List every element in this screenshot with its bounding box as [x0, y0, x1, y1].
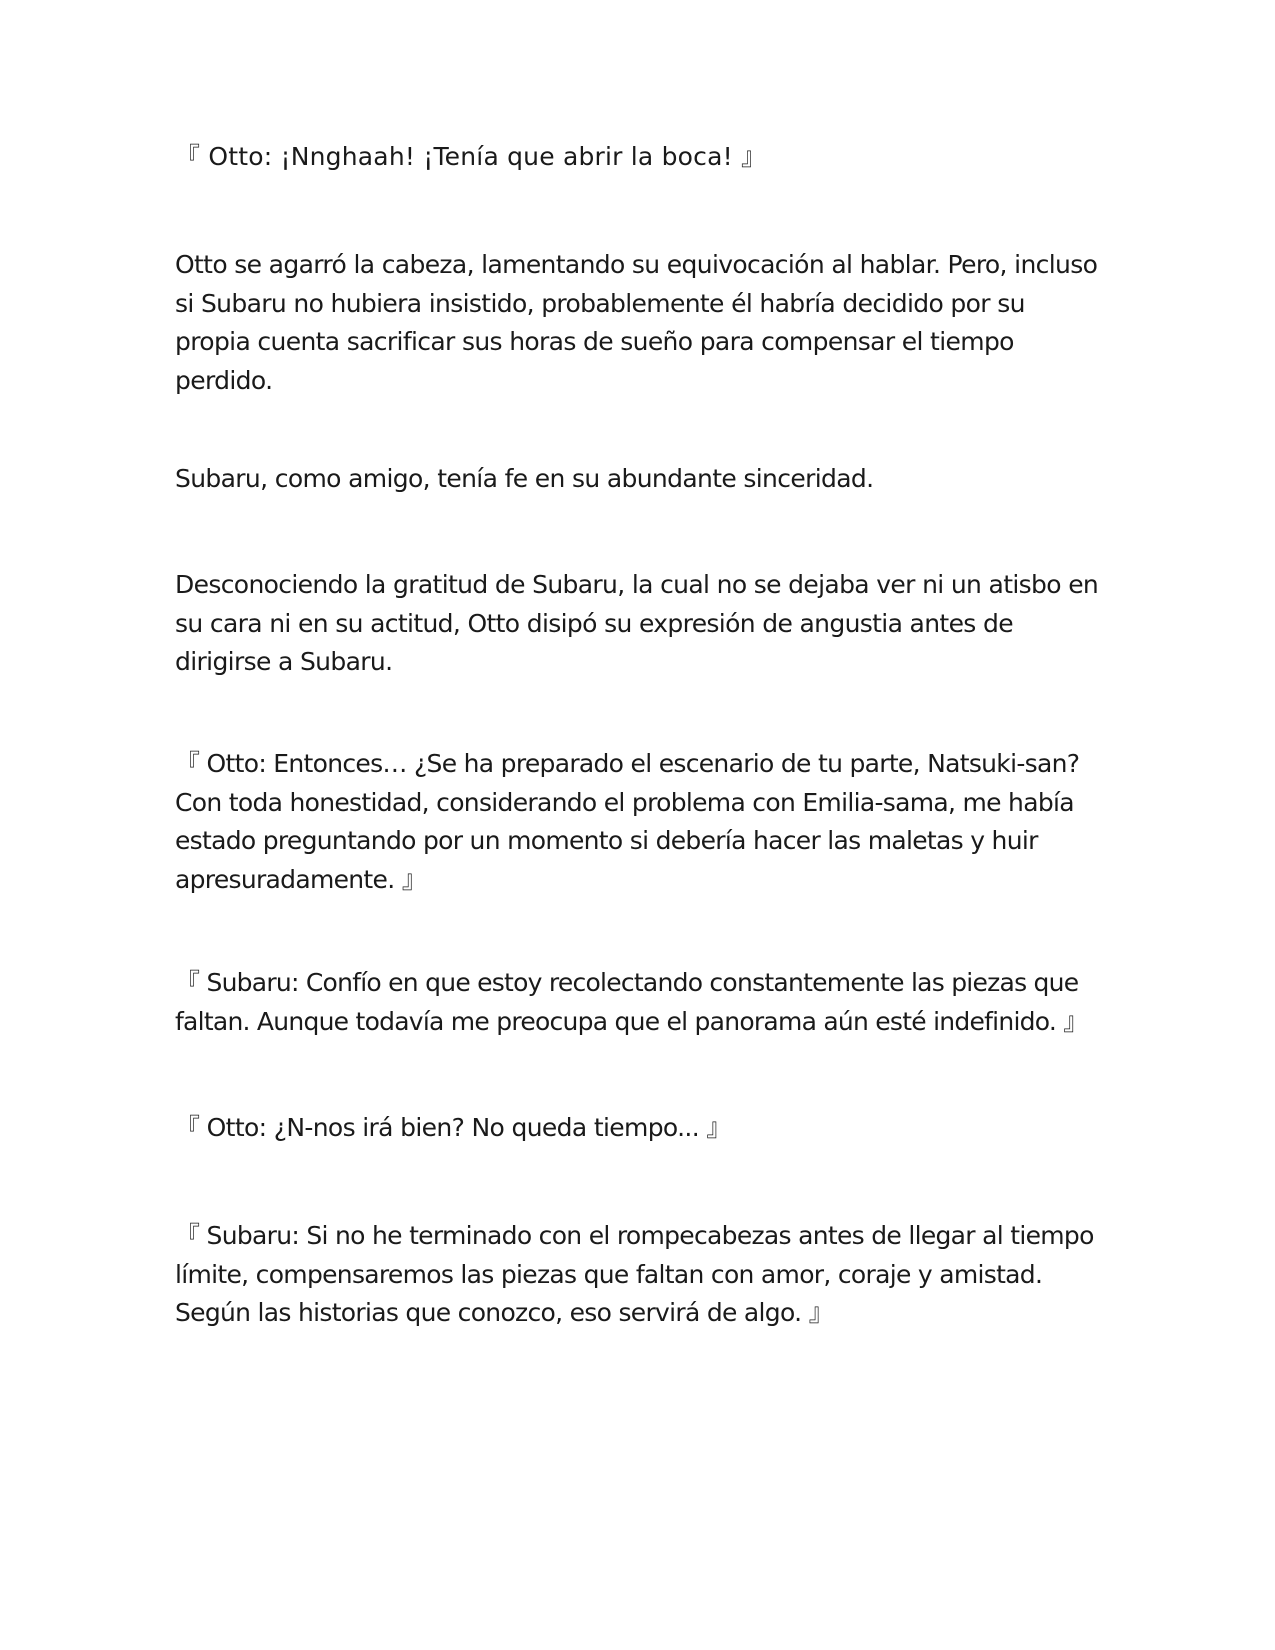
text-line: límite, compensaremos las piezas que faltan con amor, coraje y amistad. [175, 1259, 1043, 1289]
paragraph-dialogue-subaru-2 [175, 1217, 1095, 1333]
paragraph-dialogue-otto-3 [175, 1109, 1095, 1148]
text-line: dirigirse a Subaru. [175, 647, 393, 676]
text-line: 『 Otto: ¡Nnghaah! ¡Tenía que abrir la boca! 』 [175, 142, 767, 171]
text-line: apresuradamente. 』 [175, 864, 427, 894]
paragraph-narration-3 [175, 566, 1099, 682]
text-line: perdido. [175, 365, 273, 395]
text-line: propia cuenta sacrificar sus horas de sueño para compensar el tiempo [175, 327, 1014, 356]
text-line: 『 Otto: ¿N-nos irá bien? No queda tiempo... 』 [175, 1113, 731, 1142]
paragraph-dialogue-otto-1 [175, 138, 1095, 177]
text-line: Subaru, como amigo, tenía fe en su abundante sinceridad. [175, 464, 874, 493]
text-line: Desconociendo la gratitud de Subaru, la cual no se dejaba ver ni un atisbo en [175, 570, 1099, 599]
text-line: Con toda honestidad, considerando el problema con Emilia-sama, me había [175, 787, 1074, 817]
text-line: 『 Subaru: Confío en que estoy recolectando constantemente las piezas que [175, 968, 1079, 997]
paragraph-narration-1 [175, 246, 1098, 400]
paragraph-narration-2 [175, 460, 1095, 499]
text-line: estado preguntando por un momento si debería hacer las maletas y huir [175, 826, 1038, 855]
text-line: faltan. Aunque todavía me preocupa que el panorama aún esté indefinido. 』 [175, 1006, 1088, 1036]
text-line: 『 Subaru: Si no he terminado con el rompecabezas antes de llegar al tiempo [175, 1221, 1094, 1250]
paragraph-dialogue-subaru-1 [175, 964, 1095, 1041]
text-line: 『 Otto: Entonces… ¿Se ha preparado el escenario de tu parte, Natsuki-san? [175, 749, 1080, 778]
paragraph-dialogue-otto-2 [175, 745, 1095, 899]
text-line: Según las historias que conozco, eso servirá de algo. 』 [175, 1298, 833, 1327]
text-line: su cara ni en su actitud, Otto disipó su expresión de angustia antes de [175, 608, 1013, 638]
text-line: Otto se agarró la cabeza, lamentando su equivocación al hablar. Pero, incluso [175, 250, 1098, 279]
text-line: si Subaru no hubiera insistido, probablemente él habría decidido por su [175, 288, 1025, 318]
